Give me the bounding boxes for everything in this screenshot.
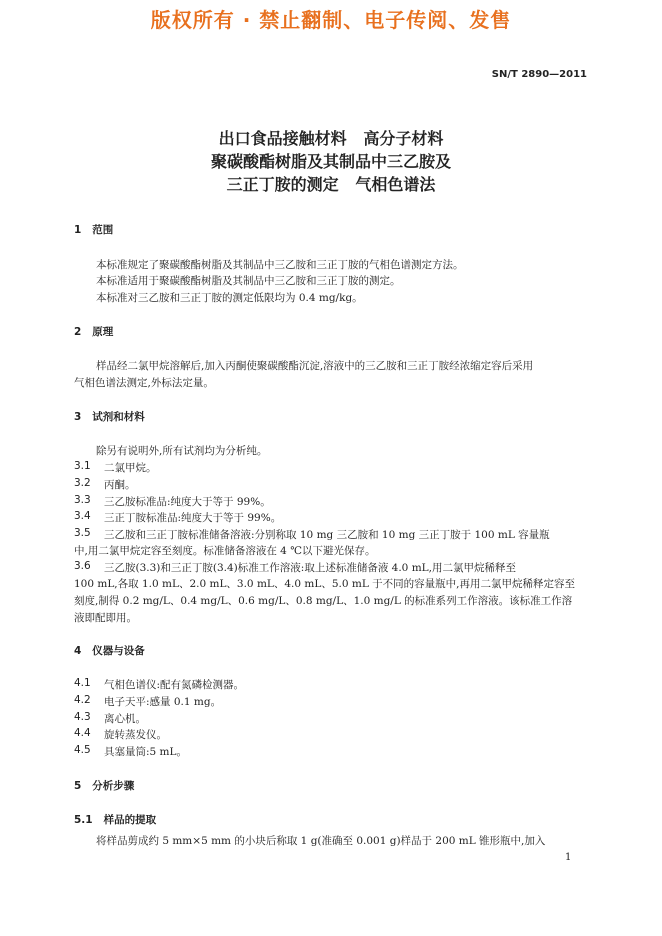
clause-number: 4.2 <box>74 694 91 706</box>
clause-number: 3.2 <box>74 477 91 489</box>
document-title-line3: 三正丁胺的测定 气相色谱法 <box>226 175 436 194</box>
document-title-line2: 聚碳酸酯树脂及其制品中三乙胺及 <box>210 152 451 171</box>
clause-number: 4.4 <box>74 727 91 739</box>
clause-text: 三乙胺和三正丁胺标准储备溶液:分别称取 10 mg 三乙胺和 10 mg 三正丁胺于 100 mL 容量瓶 <box>104 529 550 541</box>
clause-text: 离心机。 <box>104 713 146 725</box>
paragraph: 本标准规定了聚碳酸酯树脂及其制品中三乙胺和三正丁胺的气相色谱测定方法。 <box>96 259 464 271</box>
clause-text: 二氯甲烷。 <box>104 462 157 474</box>
clause-number: 4.3 <box>74 711 91 723</box>
clause-text: 三乙胺(3.3)和三正丁胺(3.4)标准工作溶液:取上述标准储备液 4.0 mL,用二氯甲烷稀释至 <box>104 562 516 574</box>
section-heading-reagents: 3 试剂和材料 <box>74 411 145 423</box>
standard-number: SN/T 2890—2011 <box>491 69 587 80</box>
clause-text: 丙酮。 <box>104 479 136 491</box>
paragraph: 除另有说明外,所有试剂均为分析纯。 <box>96 445 268 457</box>
clause-number: 3.1 <box>74 460 91 472</box>
page-number: 1 <box>565 852 572 863</box>
section-heading-scope: 1 范围 <box>74 224 114 236</box>
clause-number: 3.6 <box>74 560 91 572</box>
copyright-watermark: 版权所有 · 禁止翻制、电子传阅、发售 <box>150 8 512 32</box>
clause-text: 三正丁胺标准品:纯度大于等于 99%。 <box>104 512 282 524</box>
clause-text: 具塞量筒:5 mL。 <box>104 746 187 758</box>
subsection-heading-extraction: 5.1 样品的提取 <box>74 814 157 826</box>
section-heading-procedure: 5 分析步骤 <box>74 780 135 792</box>
section-heading-principle: 2 原理 <box>74 326 114 338</box>
clause-text: 气相色谱仪:配有氮磷检测器。 <box>104 679 245 691</box>
paragraph: 本标准适用于聚碳酸酯树脂及其制品中三乙胺和三正丁胺的测定。 <box>96 275 401 287</box>
clause-continuation: 刻度,制得 0.2 mg/L、0.4 mg/L、0.6 mg/L、0.8 mg/L、1.0 mg/L 的标准系列工作溶液。该标准工作溶 <box>74 595 573 607</box>
document-title-line1: 出口食品接触材料 高分子材料 <box>218 129 444 148</box>
clause-text: 电子天平:感量 0.1 mg。 <box>104 696 222 708</box>
paragraph-continuation: 气相色谱法测定,外标法定量。 <box>74 377 214 389</box>
paragraph: 将样品剪成约 5 mm×5 mm 的小块后称取 1 g(准确至 0.001 g)样品于 200 mL 锥形瓶中,加入 <box>96 835 546 847</box>
clause-continuation: 100 mL,各取 1.0 mL、2.0 mL、3.0 mL、4.0 mL、5.0 mL 于不同的容量瓶中,再用二氯甲烷稀释定容至 <box>74 578 575 590</box>
clause-number: 4.5 <box>74 744 91 756</box>
clause-number: 3.5 <box>74 527 91 539</box>
section-heading-apparatus: 4 仪器与设备 <box>74 645 145 657</box>
clause-continuation: 液即配即用。 <box>74 612 137 624</box>
clause-text: 旋转蒸发仪。 <box>104 729 167 741</box>
clause-continuation: 中,用二氯甲烷定容至刻度。标准储备溶液在 4 ℃以下避光保存。 <box>74 545 376 557</box>
paragraph: 本标准对三乙胺和三正丁胺的测定低限均为 0.4 mg/kg。 <box>96 292 363 304</box>
clause-text: 三乙胺标准品:纯度大于等于 99%。 <box>104 496 271 508</box>
clause-number: 3.3 <box>74 494 91 506</box>
paragraph: 样品经二氯甲烷溶解后,加入丙酮使聚碳酸酯沉淀,溶液中的三乙胺和三正丁胺经浓缩定容后采用 <box>96 360 534 372</box>
clause-number: 3.4 <box>74 510 91 522</box>
clause-number: 4.1 <box>74 677 91 689</box>
